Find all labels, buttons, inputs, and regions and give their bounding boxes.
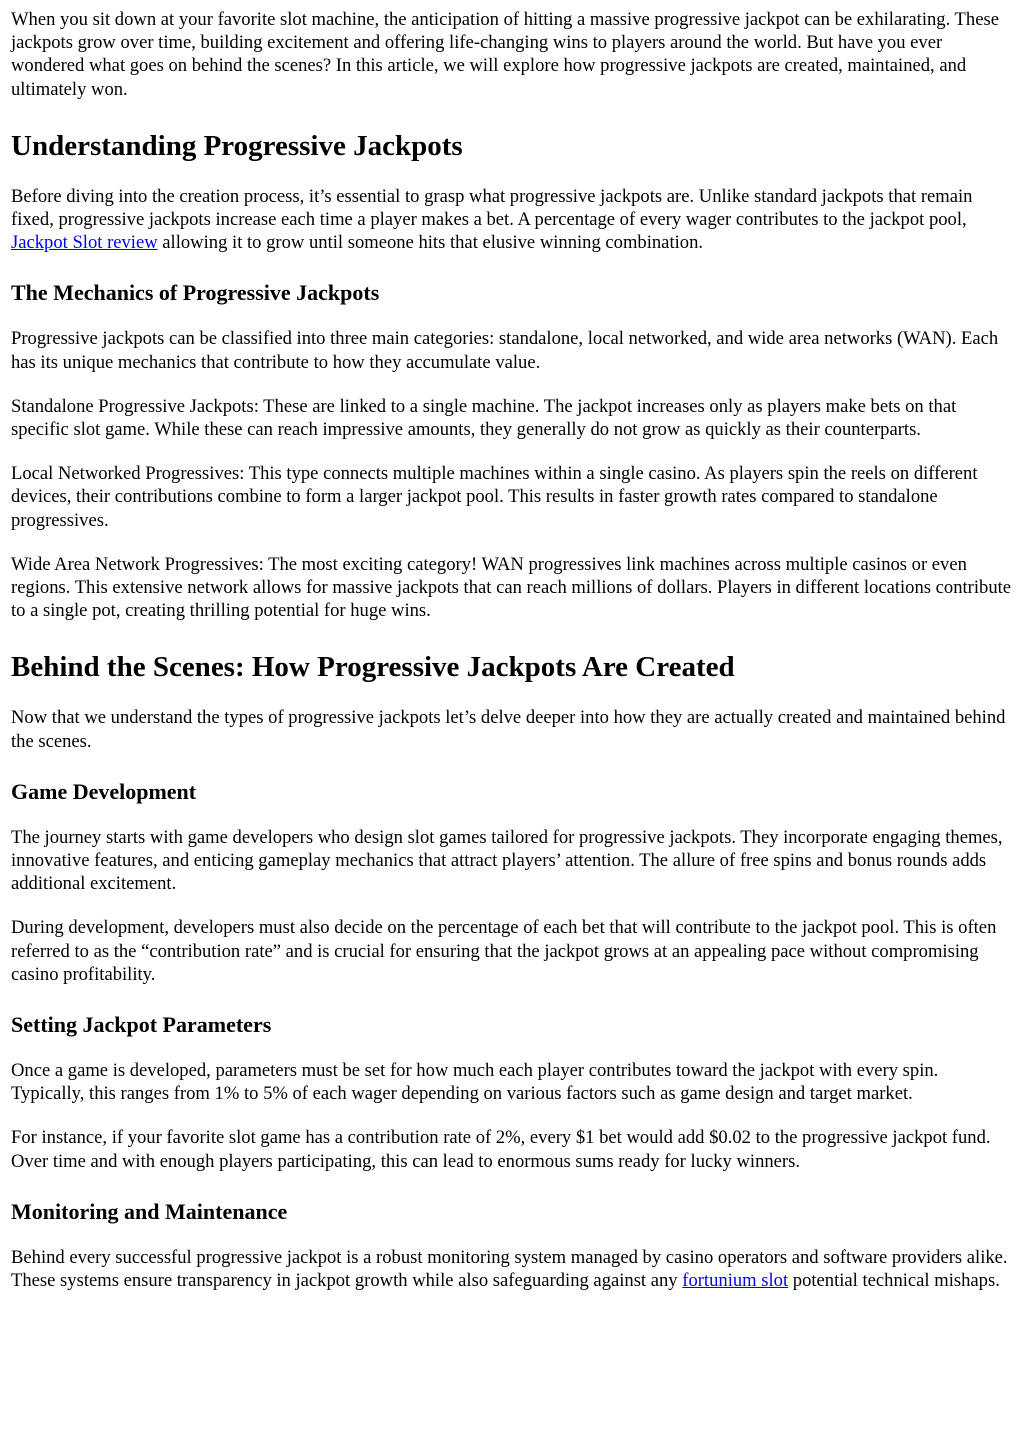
behind-paragraph: Now that we understand the types of progressive jackpots let’s delve deeper into how they are actually created and maintained behind the scenes. (11, 707, 1006, 752)
params-paragraph-1: Once a game is developed, parameters must be set for how much each player contributes toward the jackpot with every spin. Typically, this ranges from 1% to 5% of each wager depending on various factors such as game design and target market. (11, 1060, 939, 1105)
heading-understanding: Understanding Progressive Jackpots (11, 129, 463, 162)
heading-mechanics: The Mechanics of Progressive Jackpots (11, 280, 380, 306)
understanding-text-after: allowing it to grow until someone hits that elusive winning combination. (157, 232, 704, 254)
monitoring-paragraph (11, 1246, 1013, 1292)
monitoring-text-after: potential technical mishaps. (788, 1270, 1000, 1292)
game-dev-paragraph-1: The journey starts with game developers who design slot games tailored for progressive jackpots. They incorporate engaging themes, innovative features, and enticing gameplay mechanics that attract players’ attention. The allure of free spins and bonus rounds adds additional excitement. (11, 826, 1003, 895)
fortunium-slot-link[interactable]: fortunium slot (682, 1270, 789, 1292)
mechanics-paragraph-local: Local Networked Progressives: This type connects multiple machines within a single casino. As players spin the reels on different devices, their contributions combine to form a larger jackpot pool. This results in faster growth rates compared to standalone progressives. (11, 463, 978, 531)
monitoring-text-before: Behind every successful progressive jackpot is a robust monitoring system managed by casino operators and software providers alike. These systems ensure transparency in jackpot growth while also safeguarding against any (11, 1246, 1008, 1292)
heading-behind-the-scenes: Behind the Scenes: How Progressive Jackpots Are Created (11, 651, 735, 684)
understanding-text-before: Before diving into the creation process, it’s essential to grasp what progressive jackpots are. Unlike standard jackpots that remain fixed, progressive jackpots increase each time a player makes a bet. A percentage of every wager contributes to the jackpot pool, (11, 185, 973, 231)
mechanics-paragraph-wan: Wide Area Network Progressives: The most exciting category! WAN progressives link machines across multiple casinos or even regions. This extensive network allows for massive jackpots that can reach millions of dollars. Players in different locations contribute to a single pot, creating thrilling potential for huge wins. (11, 553, 1012, 622)
heading-game-development: Game Development (11, 778, 197, 804)
mechanics-paragraph-1: Progressive jackpots can be classified into three main categories: standalone, local networked, and wide area networks (WAN). Each has its unique mechanics that contribute to how they accumulate value. (11, 328, 999, 373)
mechanics-paragraph-standalone: Standalone Progressive Jackpots: These are linked to a single machine. The jackpot increases only as players make bets on that specific slot game. While these can reach impressive amounts, they generally do not grow as quickly as their counterparts. (11, 395, 957, 441)
jackpot-slot-review-link[interactable]: Jackpot Slot review (11, 232, 158, 254)
understanding-paragraph (11, 185, 1013, 255)
game-dev-paragraph-2: During development, developers must also decide on the percentage of each bet that will contribute to the jackpot pool. This is often referred to as the “contribution rate” and is crucial for ensuring that the jackpot grows at an appealing pace without compromising casino profitability. (11, 917, 997, 985)
params-paragraph-2: For instance, if your favorite slot game has a contribution rate of 2%, every $1 bet would add $0.02 to the progressive jackpot fund. Over time and with enough players participating, this can lead to enormous sums ready for lucky winners. (11, 1127, 991, 1172)
heading-monitoring: Monitoring and Maintenance (11, 1198, 288, 1224)
heading-jackpot-parameters: Setting Jackpot Parameters (11, 1012, 272, 1038)
intro-paragraph: When you sit down at your favorite slot machine, the anticipation of hitting a massive progressive jackpot can be exhilarating. These jackpots grow over time, building excitement and offering life-changing wins to players around the world. But have you ever wondered what goes on behind the scenes? In this article, we will explore how progressive jackpots are created, maintained, and ultimately won. (11, 9, 999, 100)
